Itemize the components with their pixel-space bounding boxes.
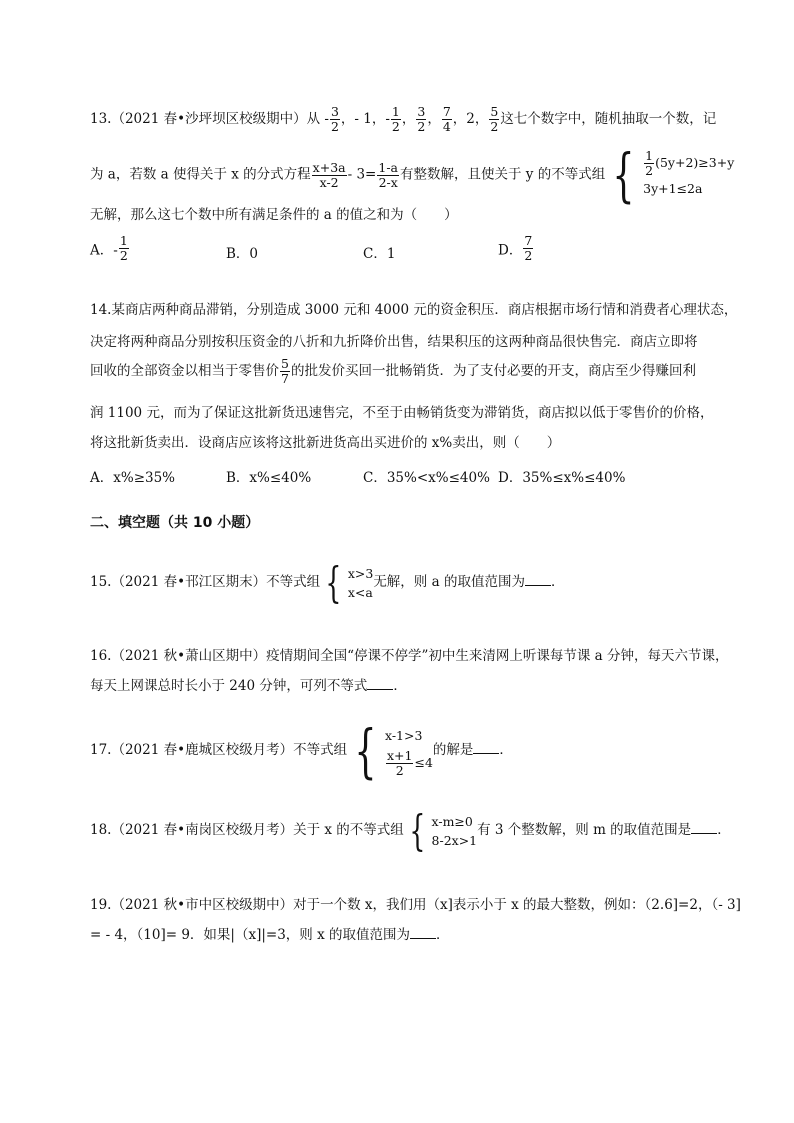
q18-line — [90, 805, 731, 855]
q14-text: 回收的全部资金以相当于零售价 — [90, 363, 279, 379]
q17-text: 的解是 — [432, 742, 474, 758]
inequality-system — [404, 805, 478, 855]
fraction: $\frac{3}{2}$ — [417, 104, 426, 134]
system-row: (5y+2)≥3+y — [655, 154, 735, 170]
answer-blank[interactable] — [473, 741, 499, 754]
q14-line2: 决定将两种商品分别按积压资金的八折和九折降价出售，结果积压的这两种商品很快售完．商店立即将 — [90, 334, 698, 350]
q19-line2 — [90, 926, 450, 944]
system-row: x>3 — [347, 565, 374, 581]
q17-text: 17.（2021 春•鹿城区校级月考）不等式组 — [90, 742, 348, 758]
option-label: A．- — [90, 242, 118, 259]
q13-text: - 3= — [347, 166, 377, 183]
fraction: $\frac{7}{4}$ — [442, 104, 451, 134]
option-label: D． — [498, 242, 523, 259]
system-row: ≤4 — [414, 755, 433, 770]
q13-text: 有整数解，且使关于 y 的不等式组 — [400, 166, 606, 183]
q15-text: 无解，则 a 的取值范围为 — [373, 574, 525, 590]
comma: ， — [401, 111, 416, 127]
brace: { — [409, 805, 426, 855]
q17-line — [90, 716, 513, 785]
answer-blank[interactable] — [691, 821, 717, 834]
system-row: 3y+1≤2a — [643, 181, 703, 197]
inequality-system — [320, 557, 374, 607]
q15-line — [90, 557, 565, 607]
q13-option-b[interactable]: B．0 — [226, 246, 259, 262]
q14-line4: 润 1100 元，而为了保证这批新货迅速售完，不至于由畅销货变为滞销货，商店拟以低于零售价的价格， — [90, 405, 714, 421]
fraction: $\frac{1}{2}$ — [645, 147, 654, 178]
q15-text: 15.（2021 春•邗江区期末）不等式组 — [90, 574, 321, 590]
q18-text: 有 3 个整数解，则 m 的取值范围是 — [477, 822, 692, 838]
brace: { — [325, 557, 342, 607]
fraction: $\frac{x+1}{2}$ — [387, 748, 413, 778]
brace: { — [354, 716, 377, 785]
system-row: x-1>3 — [385, 728, 423, 744]
q16-line1: 16.（2021 秋•萧山区期中）疫情期间全国“停课不停学”初中生来清网上听课每节课 a 分钟，每天六节课， — [90, 648, 729, 664]
q16-text: 每天上网课总时长小于 240 分钟，可列不等式 — [90, 678, 368, 694]
q13-text: 这七个数字中，随机抽取一个数，记 — [500, 111, 717, 127]
q13-line1 — [90, 104, 716, 134]
brace: { — [612, 141, 635, 209]
q19-text: = - 4，（10]= 9．如果|（x]|=3，则 x 的取值范围为 — [90, 927, 411, 943]
answer-blank[interactable] — [367, 677, 393, 690]
fraction: $\frac{x+3a}{x-2}$ — [312, 159, 346, 190]
q14-option-d[interactable]: D．35%≤x%≤40% — [498, 470, 626, 486]
system-row: 8-2x>1 — [431, 832, 478, 848]
q13-text: 13.（2021 春•沙坪坝区校级期中）从 - — [90, 111, 329, 127]
inequality-system — [347, 716, 433, 785]
fraction: $\frac{5}{7}$ — [281, 356, 289, 386]
period: ． — [717, 822, 731, 838]
q14-text: 的批发价买回一批畅销货．为了支付必要的开支，商店至少得赚回利 — [290, 363, 696, 379]
period: ． — [499, 742, 513, 758]
period: ． — [550, 574, 565, 590]
period: ． — [436, 927, 450, 943]
q13-option-a[interactable] — [90, 234, 130, 263]
fraction: $\frac{7}{2}$ — [524, 233, 533, 263]
inequality-system — [605, 141, 735, 209]
q13-text: ，- 1，- — [340, 111, 390, 127]
fraction: $\frac{3}{2}$ — [330, 104, 339, 134]
q13-line3: 无解，那么这七个数中所有满足条件的 a 的值之和为（ ） — [90, 207, 458, 223]
fraction: $\frac{1}{2}$ — [119, 233, 128, 263]
fraction: $\frac{5}{2}$ — [490, 104, 499, 134]
section-heading: 二、填空题（共 10 小题） — [90, 515, 260, 531]
q14-line1: 14.某商店两种商品滞销，分别造成 3000 元和 4000 元的资金积压．商店根据市场行情和消费者心理状态， — [90, 302, 738, 318]
q14-option-c[interactable]: C．35%<x%≤40% — [363, 470, 490, 486]
period: ． — [393, 678, 407, 694]
answer-blank[interactable] — [525, 573, 551, 586]
fraction: $\frac{1}{2}$ — [391, 104, 400, 134]
q14-line3 — [90, 356, 696, 386]
q14-option-b[interactable]: B．x%≤40% — [226, 470, 312, 486]
q19-line1: 19.（2021 秋•市中区校级期中）对于一个数 x，我们用（x]表示小于 x 的最大整数，例如：（2.6]=2，（- 3] — [90, 897, 741, 913]
comma: ， — [427, 111, 441, 127]
q13-text: 为 a，若数 a 使得关于 x 的分式方程 — [90, 166, 311, 183]
answer-blank[interactable] — [410, 926, 436, 939]
q14-option-a[interactable]: A．x%≥35% — [90, 470, 176, 486]
q13-option-c[interactable]: C．1 — [363, 246, 396, 262]
q14-line5: 将这批新货卖出．设商店应该将这批新进货高出买进价的 x%卖出，则（ ） — [90, 435, 561, 451]
system-row: x<a — [347, 584, 373, 600]
q16-line2 — [90, 677, 407, 695]
q13-line2 — [90, 141, 735, 209]
q13-option-d[interactable] — [498, 234, 534, 263]
system-row: x-m≥0 — [431, 813, 473, 829]
q18-text: 18.（2021 春•南岗区校级月考）关于 x 的不等式组 — [90, 822, 404, 838]
q13-text: ，2， — [452, 111, 489, 127]
fraction: $\frac{1-a}{2-x}$ — [378, 159, 399, 190]
